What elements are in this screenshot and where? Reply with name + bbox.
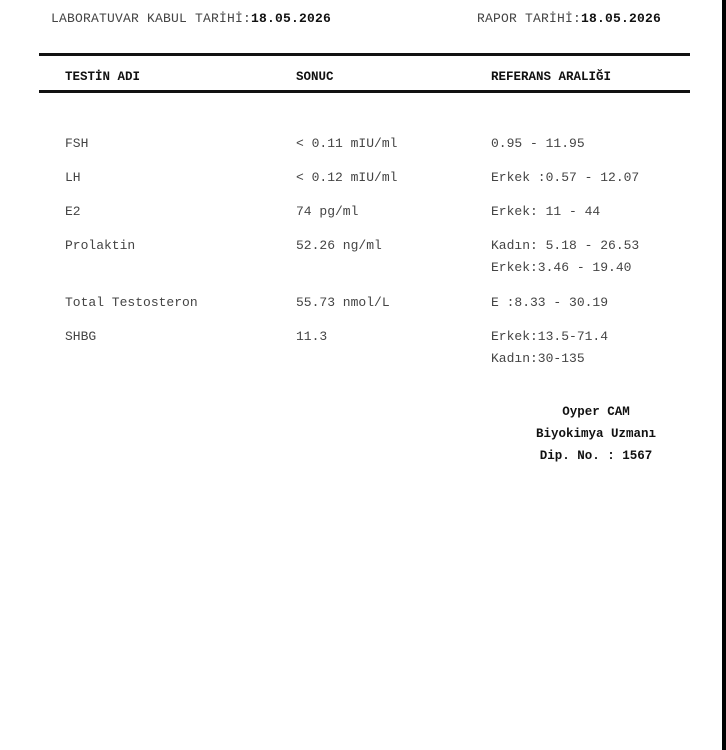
row-test-name: E2 — [65, 204, 81, 219]
column-header-reference: REFERANS ARALIĞI — [491, 70, 612, 84]
row-reference: Erkek :0.57 - 12.07 — [491, 170, 640, 185]
acceptance-label: LABORATUVAR KABUL TARİHİ: — [51, 11, 252, 26]
row-reference: Erkek:13.5-71.4 — [491, 329, 609, 344]
header-rule-bottom — [39, 90, 690, 93]
column-header-test: TESTİN ADI — [65, 70, 141, 84]
acceptance-date: 18.05.2026 — [251, 11, 332, 26]
row-result: 55.73 nmol/L — [296, 295, 390, 310]
row-result: 74 pg/ml — [296, 204, 359, 219]
row-reference: E :8.33 - 30.19 — [491, 295, 609, 310]
row-reference: Kadın: 5.18 - 26.53 — [491, 238, 640, 253]
row-test-name: LH — [65, 170, 81, 185]
row-reference: Erkek: 11 - 44 — [491, 204, 601, 219]
report-label: RAPOR TARİHİ: — [477, 11, 582, 26]
acceptance-date-line — [51, 11, 331, 26]
row-result: < 0.11 mIU/ml — [296, 136, 398, 151]
row-test-name: SHBG — [65, 329, 97, 344]
row-test-name: Total Testosteron — [65, 295, 198, 310]
signature-diploma-number: Dip. No. : 1567 — [539, 449, 653, 463]
signature-title: Biyokimya Uzmanı — [535, 427, 657, 441]
signature-name: Oyper CAM — [562, 405, 630, 419]
row-result: 52.26 ng/ml — [296, 238, 382, 253]
row-result: < 0.12 mIU/ml — [296, 170, 398, 185]
row-reference: 0.95 - 11.95 — [491, 136, 585, 151]
row-test-name: Prolaktin — [65, 238, 136, 253]
row-reference: Erkek:3.46 - 19.40 — [491, 260, 632, 275]
header-rule-top — [39, 53, 690, 56]
report-date: 18.05.2026 — [581, 11, 662, 26]
report-date-line — [477, 11, 661, 26]
row-reference: Kadın:30-135 — [491, 351, 585, 366]
column-header-result: SONUC — [296, 70, 334, 84]
row-test-name: FSH — [65, 136, 89, 151]
row-result: 11.3 — [296, 329, 328, 344]
